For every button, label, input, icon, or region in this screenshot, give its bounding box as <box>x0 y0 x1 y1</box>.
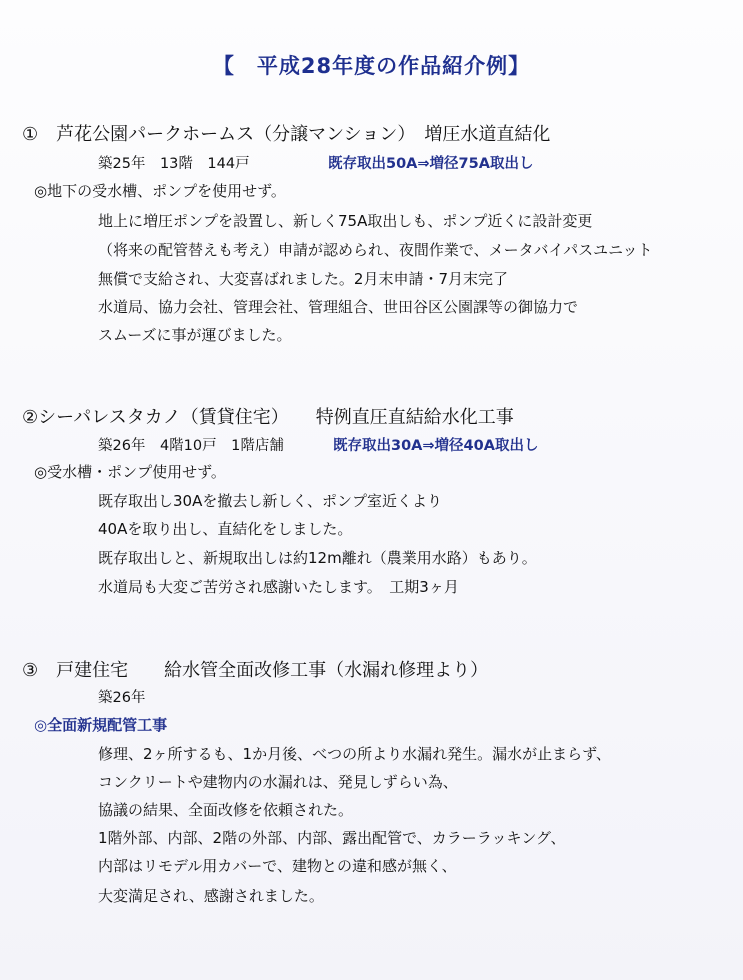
section-2-body-line: 既存取出しと、新規取出しは約12m離れ（農業用水路）もあり。 <box>98 549 537 567</box>
section-1-body-line: （将来の配管替えも考え）申請が認められ、夜間作業で、メータバイパスユニット <box>98 241 653 259</box>
section-3-body-line: 協議の結果、全面改修を依頼された。 <box>98 801 354 819</box>
section-3-heading: ③ 戸建住宅 給水管全面改修工事（水漏れ修理より） <box>22 660 489 681</box>
section-3-body-line: 1階外部、内部、2階の外部、内部、露出配管で、カラーラッキング、 <box>98 829 566 847</box>
section-2-body-line: 既存取出し30Aを撤去し新しく、ポンプ室近くより <box>98 492 443 510</box>
section-1-body-line: 地上に増圧ポンプを設置し、新しく75A取出しも、ポンプ近くに設計変更 <box>98 212 593 230</box>
section-1-pipe: 既存取出50A⇒増径75A取出し <box>328 156 534 172</box>
section-2-heading: ②シーパレスタカノ（賃貸住宅） 特例直圧直結給水化工事 <box>22 407 514 428</box>
section-2-meta: 築26年 4階10戸 1階店舗 <box>98 438 284 454</box>
section-2-pipe: 既存取出30A⇒増径40A取出し <box>333 438 539 454</box>
section-3-body-line: 内部はリモデル用カバーで、建物との違和感が無く、 <box>98 857 457 875</box>
section-3-body-line: コンクリートや建物内の水漏れは、発見しずらい為、 <box>98 773 458 791</box>
section-2-subhead: ◎受水槽・ポンプ使用せず。 <box>34 463 226 481</box>
section-1-heading: ① 芦花公園パークホームス（分譲マンション） 増圧水道直結化 <box>22 124 551 145</box>
section-2-body-line: 水道局も大変ご苦労され感謝いたします。 工期3ヶ月 <box>98 578 459 596</box>
section-3-body-line: 修理、2ヶ所するも、1か月後、べつの所より水漏れ発生。漏水が止まらず、 <box>98 745 611 763</box>
section-2-body-line: 40Aを取り出し、直結化をしました。 <box>98 520 353 538</box>
page-title: 【 平成28年度の作品紹介例】 <box>212 54 531 78</box>
section-1-body-line: 無償で支給され、大変喜ばれました。2月末申請・7月末完了 <box>98 270 508 288</box>
section-1-body-line: スムーズに事が運びました。 <box>98 326 292 344</box>
section-1-body-line: 水道局、協力会社、管理会社、管理組合、世田谷区公園課等の御協力で <box>98 298 579 316</box>
section-1-subhead: ◎地下の受水槽、ポンプを使用せず。 <box>34 182 286 200</box>
section-1-meta: 築25年 13階 144戸 <box>98 156 250 172</box>
section-3-body-line: 大変満足され、感謝されました。 <box>98 887 324 905</box>
section-3-subhead: ◎全面新規配管工事 <box>34 716 168 734</box>
section-3-meta: 築26年 <box>98 690 146 706</box>
